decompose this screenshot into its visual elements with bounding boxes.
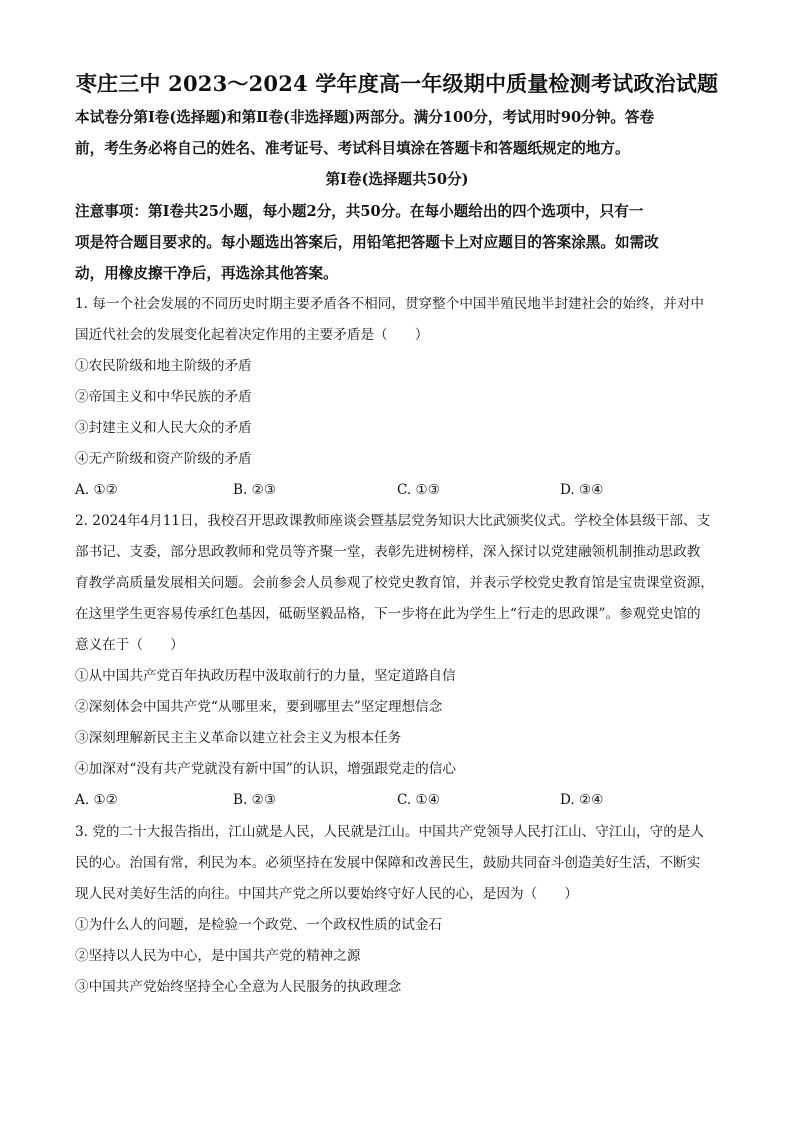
question-1 [75, 289, 725, 475]
instruction-line: 本试卷分第Ⅰ卷(选择题)和第Ⅱ卷(非选择题)两部分。满分100分，考试用时90分钟。答卷 [75, 109, 655, 126]
statement-item: ③封建主义和人民大众的矛盾 [75, 420, 252, 436]
notice-line: 项是符合题目要求的。每小题选出答案后，用铅笔把答题卡上对应题目的答案涂黑。如需改 [75, 234, 659, 251]
question-stem-line: 育教学高质量发展相关问题。会前参会人员参观了校党史教育馆，并表示学校党史教育馆是宝贵课堂资源， [75, 575, 714, 591]
statement-item: ①从中国共产党百年执政历程中汲取前行的力量，坚定道路自信 [75, 668, 456, 684]
question-stem-line: 意义在于（ ） [75, 637, 184, 653]
question-stem-line: 民的心。治国有常，利民为本。必须坚持在发展中保障和改善民生，鼓励共同奋斗创造美好生活，不断实 [75, 855, 701, 871]
option-c[interactable]: C. ①③ [397, 482, 440, 498]
question-stem-line: 1. 每一个社会发展的不同历史时期主要矛盾各不相同，贯穿整个中国半殖民地半封建社会的始终，并对中 [75, 296, 705, 312]
option-b[interactable]: B. ②③ [233, 792, 277, 808]
notice-line: 动，用橡皮擦干净后，再选涂其他答案。 [75, 265, 338, 282]
question-stem-line: 3. 党的二十大报告指出，江山就是人民，人民就是江山。中国共产党领导人民打江山、守江山，守的是人 [75, 824, 705, 840]
question-2 [75, 506, 725, 785]
question-stem-line: 部书记、支委，部分思政教师和党员等齐聚一堂，表彰先进树榜样，深入探讨以党建融领机制推动思政教 [75, 544, 701, 560]
question-stem-line: 国近代社会的发展变化起着决定作用的主要矛盾是（ ） [75, 327, 429, 343]
option-c[interactable]: C. ①④ [397, 792, 440, 808]
page-title: 枣庄三中 2023～2024 学年度高一年级期中质量检测考试政治试题 [75, 71, 719, 96]
option-a[interactable]: A. ①② [75, 792, 118, 808]
statement-item: ③中国共产党始终坚持全心全意为人民服务的执政理念 [75, 979, 402, 995]
option-b[interactable]: B. ②③ [233, 482, 277, 498]
question-2-options [75, 785, 725, 816]
statement-item: ②坚持以人民为中心，是中国共产党的精神之源 [75, 948, 361, 964]
statement-item: ④加深对“没有共产党就没有新中国”的认识，增强跟党走的信心 [75, 761, 456, 777]
option-a[interactable]: A. ①② [75, 482, 118, 498]
statement-item: ②深刻体会中国共产党“从哪里来，要到哪里去”坚定理想信念 [75, 699, 443, 715]
exam-instructions [75, 102, 725, 164]
section-heading: 第Ⅰ卷(选择题共50分) [325, 171, 469, 188]
option-d[interactable]: D. ③④ [560, 482, 604, 498]
statement-item: ①为什么人的问题，是检验一个政党、一个政权性质的试金石 [75, 917, 443, 933]
statement-item: ①农民阶级和地主阶级的矛盾 [75, 358, 252, 374]
instruction-line: 前，考生务必将自己的姓名、准考证号、考试科目填涂在答题卡和答题纸规定的地方。 [75, 140, 630, 157]
question-1-options [75, 475, 725, 506]
statement-item: ②帝国主义和中华民族的矛盾 [75, 389, 252, 405]
question-3 [75, 817, 725, 1003]
question-stem-line: 2. 2024年4月11日，我校召开思政课教师座谈会暨基层党务知识大比武颁奖仪式。学校全体县级干部、支 [75, 513, 711, 529]
option-d[interactable]: D. ②④ [560, 792, 604, 808]
notice-block [75, 196, 725, 289]
question-stem-line: 现人民对美好生活的向往。中国共产党之所以要始终守好人民的心，是因为（ ） [75, 886, 578, 902]
question-stem-line: 在这里学生更容易传承红色基因，砥砺坚毅品格，下一步将在此为学生上“行走的思政课”。参观党史馆的 [75, 606, 701, 622]
statement-item: ④无产阶级和资产阶级的矛盾 [75, 451, 252, 467]
notice-line: 注意事项：第Ⅰ卷共25小题，每小题2分，共50分。在每小题给出的四个选项中，只有一 [75, 203, 644, 220]
statement-item: ③深刻理解新民主主义革命以建立社会主义为根本任务 [75, 730, 402, 746]
